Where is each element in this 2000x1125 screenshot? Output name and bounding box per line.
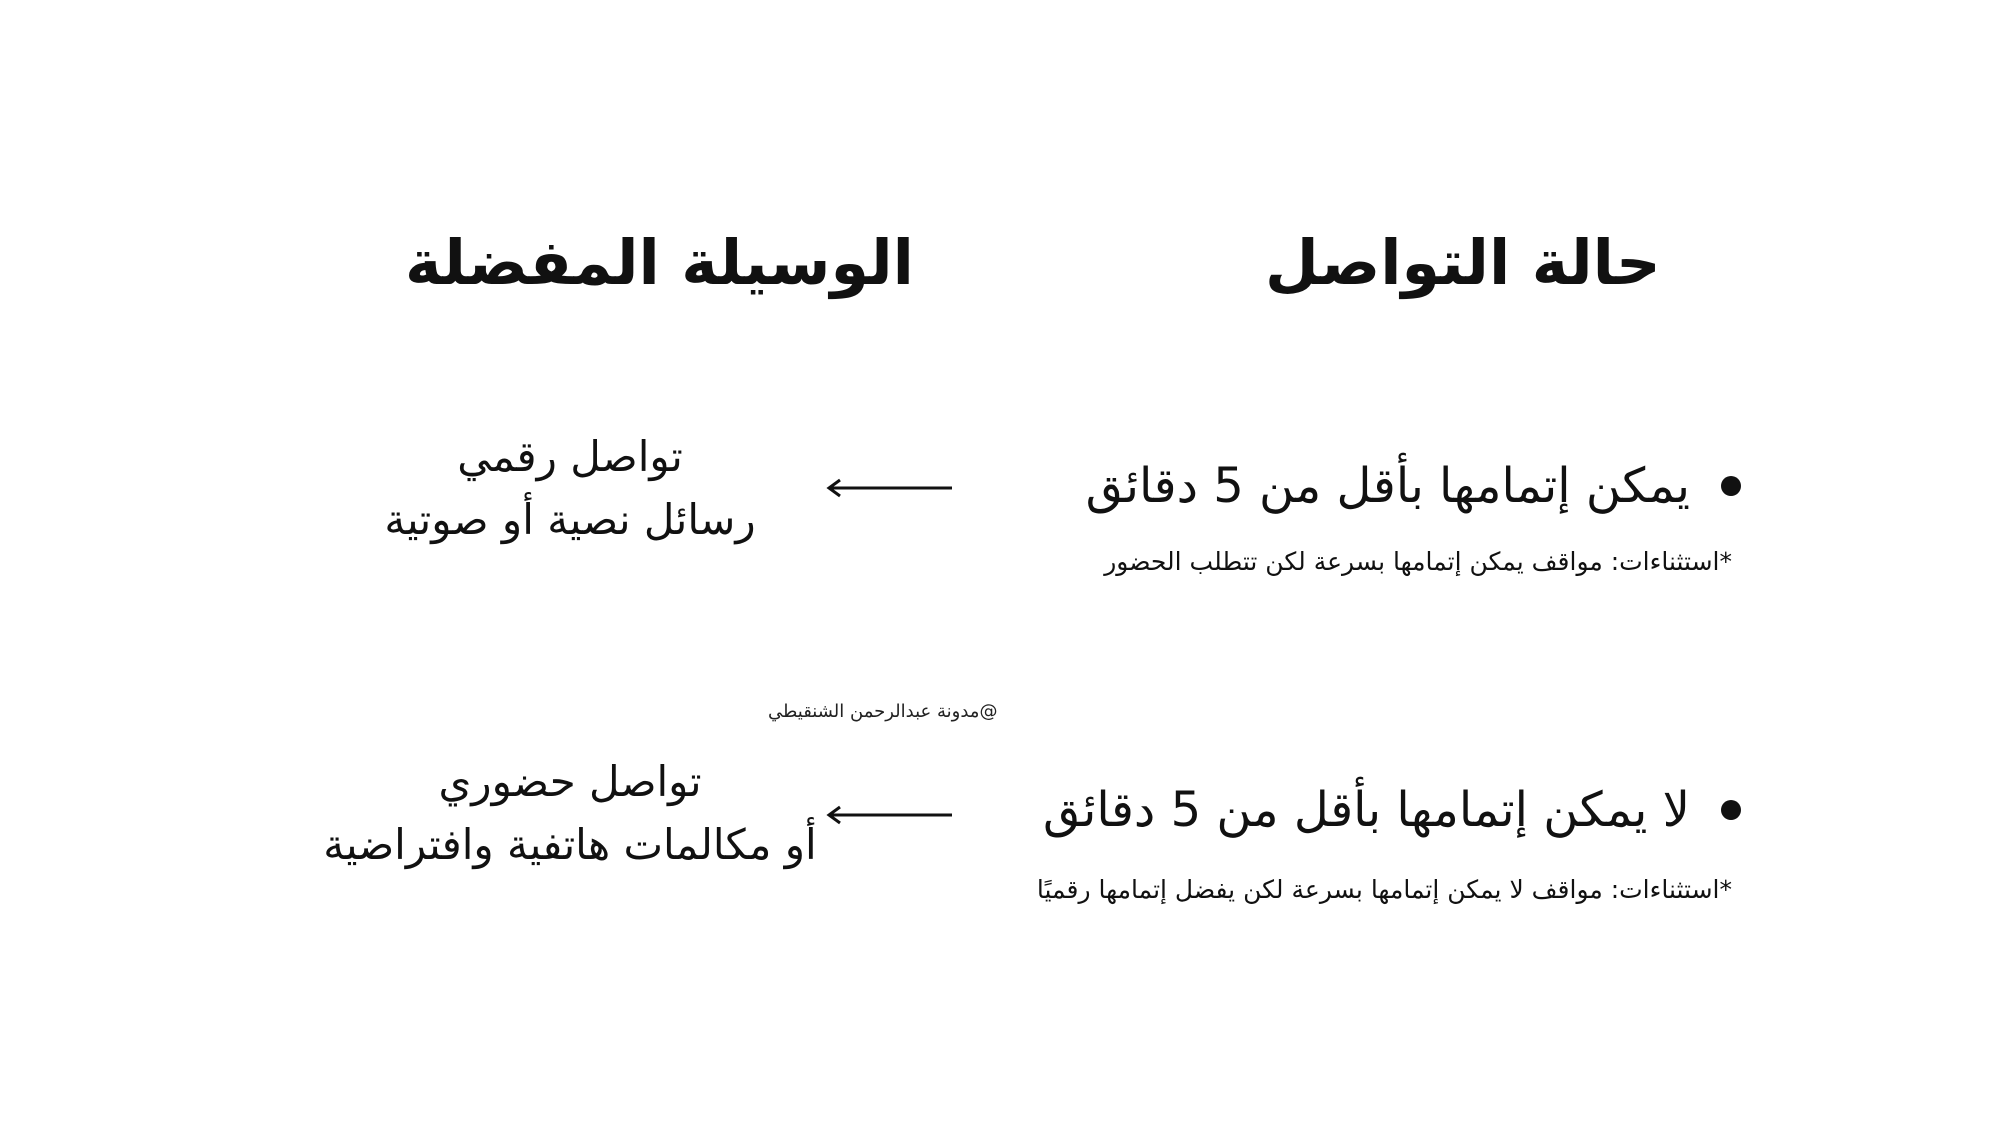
preferred-medium <box>290 750 850 876</box>
preferred-medium-detail: رسائل نصية أو صوتية <box>384 495 756 544</box>
exception-note: *استثناءات: مواقف يمكن إتمامها بسرعة لكن تتطلب الحضور <box>1104 547 1732 576</box>
preferred-medium <box>290 425 850 551</box>
bullet-icon <box>1721 476 1741 496</box>
preferred-medium-title: تواصل رقمي <box>457 432 683 481</box>
condition-text: يمكن إتمامها بأقل من 5 دقائق <box>1085 458 1690 514</box>
preferred-medium-detail: أو مكالمات هاتفية وافتراضية <box>323 820 817 869</box>
bullet-icon <box>1721 800 1741 820</box>
exception-note: *استثناءات: مواقف لا يمكن إتمامها بسرعة لكن يفضل إتمامها رقميًا <box>1036 875 1732 904</box>
condition-text: لا يمكن إتمامها بأقل من 5 دقائق <box>1042 782 1690 838</box>
watermark: @مدونة عبدالرحمن الشنقيطي <box>768 701 998 722</box>
heading-medium: الوسيلة المفضلة <box>405 226 914 299</box>
preferred-medium-title: تواصل حضوري <box>438 757 702 806</box>
heading-status: حالة التواصل <box>1265 226 1661 299</box>
